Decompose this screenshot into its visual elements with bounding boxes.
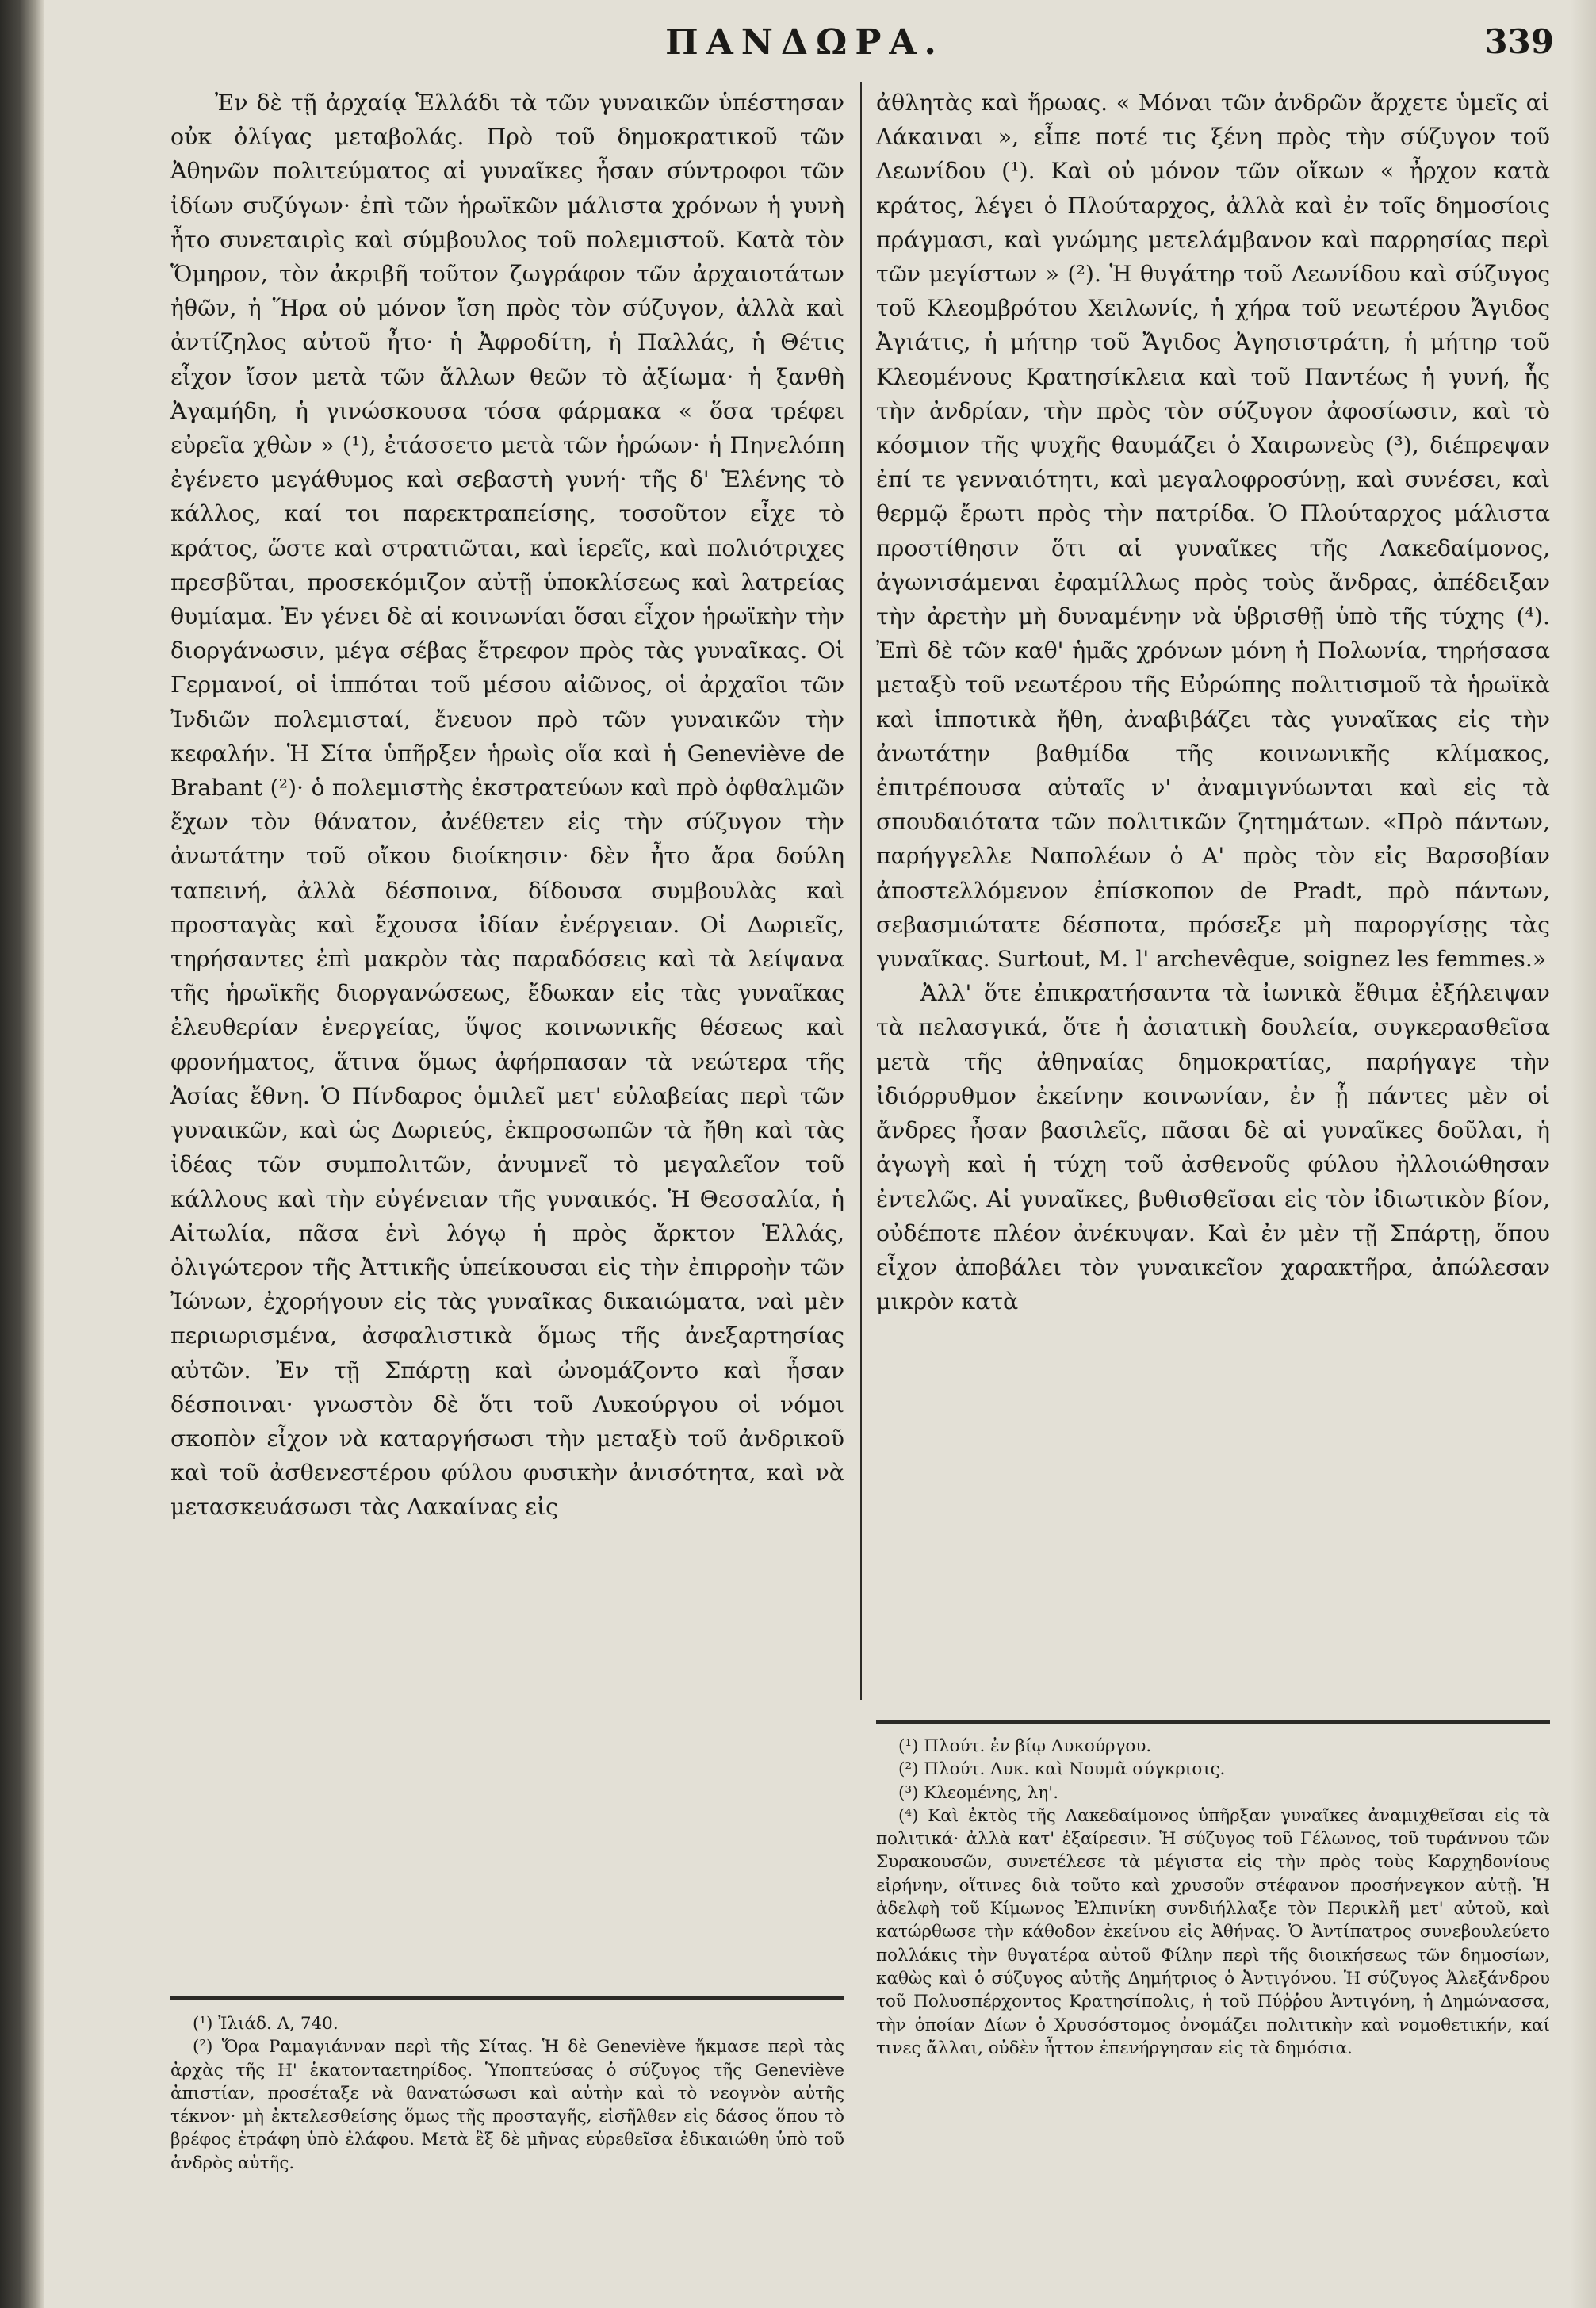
footnote: (¹) Πλούτ. ἐν βίῳ Λυκούργου.	[898, 1736, 1152, 1756]
body-paragraph: Ἐν δὲ τῇ ἀρχαίᾳ Ἑλλάδι τὰ τῶν γυναικῶν ὑπέστησαν οὐκ ὀλίγας μεταβολάς. Πρὸ τοῦ δημοκρατικοῦ τῶν Ἀθηνῶν πολιτεύματος αἱ γυναῖκες ἦσαν σύντροφοι τῶν ἰδίων συζύγων· ἐπὶ τῶν ἡρωϊκῶν μάλιστα χρόνων ἡ γυνὴ ἦτο συνεταιρὶς καὶ σύμβουλος τοῦ πολεμιστοῦ. Κατὰ τὸν Ὅμηρον, τὸν ἀκριβῆ τοῦτον ζωγράφον τῶν ἀρχαιοτάτων ἠθῶν, ἡ Ἥρα οὐ μόνον ἴση πρὸς τὸν σύζυγον, ἀλλὰ καὶ ἀντίζηλος αὐτοῦ ἦτο· ἡ Ἀφροδίτη, ἡ Παλλάς, ἡ Θέτις εἶχον ἴσον μετὰ τῶν ἄλλων θεῶν τὸ ἀξίωμα· ἡ ξανθὴ Ἀγαμήδη, ἡ γινώσκουσα τόσα φάρμακα « ὅσα τρέφει εὐρεῖα χθὼν » (¹), ἐτάσσετο μετὰ τῶν ἡρώων· ἡ Πηνελόπη ἐγένετο μεγάθυμος καὶ σεβαστὴ γυνή· τῆς δ' Ἑλένης τὸ κάλλος, καί τοι παρεκτραπείσης, τοσοῦτον εἶχε τὸ κράτος, ὥστε καὶ στρατιῶται, καὶ ἱερεῖς, καὶ πολιότριχες πρεσβῦται, προσεκόμιζον αὐτῇ ὑποκλίσεως καὶ λατρείας θυμίαμα. Ἐν γένει δὲ αἱ κοινωνίαι ὅσαι εἶχον ἡρωϊκὴν τὴν διοργάνωσιν, μέγα σέβας ἔτρεφον πρὸς τὰς γυναῖκας. Οἱ Γερμανοί, οἱ ἱππόται τοῦ μέσου αἰῶνος, οἱ ἀρχαῖοι τῶν Ἰνδιῶν πολεμισταί, ἔνευον πρὸ τῶν γυναικῶν τὴν κεφαλήν. Ἡ Σίτα ὑπῆρξεν ἡρωὶς οἵα καὶ ἡ Geneviève de Brabant (²)· ὁ πολεμιστὴς ἐκστρατεύων καὶ πρὸ ὀφθαλμῶν ἔχων τὸν θάνατον, ἀνέθετεν εἰς τὴν σύζυγον τὴν ἀνωτάτην τοῦ οἴκου διοίκησιν· δὲν ἦτο ἄρα δούλη ταπεινή, ἀλλὰ δέσποινα, δίδουσα συμβουλὰς καὶ προσταγὰς καὶ ἔχουσα ἰδίαν ἐνέργειαν. Οἱ Δωριεῖς, τηρήσαντες ἐπὶ μακρὸν τὰς παραδόσεις καὶ τὰ λείψανα τῆς ἡρωϊκῆς διοργανώσεως, ἔδωκαν εἰς τὰς γυναῖκας ἐλευθερίαν ἐνεργείας, ὕψος κοινωνικῆς θέσεως καὶ φρονήματος, ἅτινα ὅμως ἀφήρπασαν τὰ νεώτερα τῆς Ἀσίας ἔθνη. Ὁ Πίνδαρος ὁμιλεῖ μετ' εὐλαβείας περὶ τῶν γυναικῶν, καὶ ὡς Δωριεύς, ἐκπροσωπῶν τὰ ἤθη καὶ τὰς ἰδέας τῶν συμπολιτῶν, ἀνυμνεῖ τὸ μεγαλεῖον τοῦ κάλλους καὶ τὴν εὐγένειαν τῆς γυναικός. Ἡ Θεσσαλία, ἡ Αἰτωλία, πᾶσα ἑνὶ λόγῳ ἡ πρὸς ἄρκτον Ἑλλάς, ὀλιγώτερον τῆς Ἀττικῆς ὑπείκουσαι εἰς τὴν ἐπιρροὴν τῶν Ἰώνων, ἐχορήγουν εἰς τὰς γυναῖκας δικαιώματα, ναὶ μὲν περιωρισμένα, ἀσφαλιστικὰ ὅμως τῆς ἀνεξαρτησίας αὐτῶν. Ἐν τῇ Σπάρτῃ καὶ ὠνομάζοντο καὶ ἦσαν δέσποιναι· γνωστὸν δὲ ὅτι τοῦ Λυκούργου οἱ νόμοι σκοπὸν εἶχον νὰ καταργήσωσι τὴν μεταξὺ τοῦ ἀνδρικοῦ καὶ τοῦ ἀσθενεστέρου φύλου φυσικὴν ἀνισότητα, καὶ νὰ μετασκευάσωσι τὰς Λακαίνας εἰς	[170, 90, 844, 1521]
footnote: (²) Πλούτ. Λυκ. καὶ Νουμᾶ σύγκρισις.	[898, 1759, 1226, 1780]
footnote: (²) Ὅρα Ραμαγιάνναν περὶ τῆς Σίτας. Ἡ δὲ Geneviève ἤκμασε περὶ τὰς ἀρχὰς τῆς Η' ἑκατονταετηρίδος. Ὑποπτεύσας ὁ σύζυγος τῆς Geneviève ἀπιστίαν, προσέταξε νὰ θανατώσωσι καὶ αὐτὴν καὶ τὸ νεογνὸν αὐτῆς τέκνον· μὴ ἐκτελεσθείσης ὅμως τῆς προσταγῆς, εἰσῆλθεν εἰς δάσος ὅπου τὸ βρέφος ἐτράφη ὑπὸ ἐλάφου. Μετὰ ἓξ δὲ μῆνας εὑρεθεῖσα ἐδικαιώθη ὑπὸ τοῦ ἀνδρὸς αὐτῆς.	[170, 2037, 844, 2173]
page-header	[55, 22, 1554, 70]
footnote: (³) Κλεομένης, λη'.	[898, 1782, 1059, 1803]
footnote-separator-left	[170, 1996, 844, 2000]
body-paragraph: Ἀλλ' ὅτε ἐπικρατήσαντα τὰ ἰωνικὰ ἔθιμα ἐξήλειψαν τὰ πελασγικά, ὅτε ἡ ἀσιατικὴ δουλεία, συγκερασθεῖσα μετὰ τῆς ἀθηναίας δημοκρατίας, παρήγαγε τὴν ἰδιόρρυθμον ἐκείνην κοινωνίαν, ἐν ᾗ πάντες μὲν οἱ ἄνδρες ἦσαν βασιλεῖς, πᾶσαι δὲ αἱ γυναῖκες δοῦλαι, ἡ ἀγωγὴ καὶ ἡ τύχη τοῦ ἀσθενοῦς φύλου ἠλλοιώθησαν ἐντελῶς. Αἱ γυναῖκες, βυθισθεῖσαι εἰς τὸν ἰδιωτικὸν βίον, οὐδέποτε πλέον ἀνέκυψαν. Καὶ ἐν μὲν τῇ Σπάρτῃ, ὅπου εἶχον ἀποβάλει τὸν γυναικεῖον χαρακτῆρα, ἀπώλεσαν μικρὸν κατὰ	[876, 980, 1550, 1315]
footnotes-left	[170, 2012, 844, 2175]
right-column	[876, 86, 1550, 1319]
footnote-separator-right	[876, 1720, 1550, 1724]
page-edge-shadow	[1570, 0, 1596, 2308]
left-column	[170, 86, 844, 1525]
footnotes-right	[876, 1735, 1550, 2060]
footnote: (¹) Ἰλιάδ. Λ, 740.	[193, 2014, 339, 2034]
column-divider	[860, 82, 862, 1700]
running-title: ΠΑΝΔΩΡΑ.	[665, 22, 944, 63]
footnote: (⁴) Καὶ ἐκτὸς τῆς Λακεδαίμονος ὑπῆρξαν γυναῖκες ἀναμιχθεῖσαι εἰς τὰ πολιτικά· ἀλλὰ κατ' ἐξαίρεσιν. Ἡ σύζυγος τοῦ Γέλωνος, τοῦ τυράννου τῶν Συρακουσῶν, συνετέλεσε τὰ μέγιστα εἰς τὴν πρὸς τοὺς Καρχηδονίους εἰρήνην, οἵτινες διὰ τοῦτο καὶ χρυσοῦν στέφανον προσήνεγκον αὐτῇ. Ἡ ἀδελφὴ τοῦ Κίμωνος Ἐλπινίκη συνδιήλλαξε τὸν Περικλῆ μετ' αὐτοῦ, καὶ κατώρθωσε τὴν κάθοδον ἐκείνου εἰς Ἀθήνας. Ὁ Ἀντίπατρος συνεβουλεύετο πολλάκις τὴν θυγατέρα αὐτοῦ Φίλην περὶ τῆς διοικήσεως τῶν δημοσίων, καθὼς καὶ ὁ σύζυγος αὐτῆς Δημήτριος ὁ Ἀντιγόνου. Ἡ σύζυγος Ἀλεξάνδρου τοῦ Πολυσπέρχοντος Κρατησίπολις, ἡ τοῦ Πύῤῥου Ἀντιγόνη, ἡ Δημώνασσα, τὴν ὁποίαν Δίων ὁ Χρυσόστομος ὀνομάζει πολιτικὴν καὶ νομοθετικήν, καί τινες ἄλλαι, οὐδὲν ἧττον ἐπενήργησαν εἰς τὰ δημόσια.	[876, 1805, 1550, 2058]
page-number: 339	[1484, 22, 1554, 61]
body-paragraph: ἀθλητὰς καὶ ἥρωας. « Μόναι τῶν ἀνδρῶν ἄρχετε ὑμεῖς αἱ Λάκαιναι », εἶπε ποτέ τις ξένη πρὸς τὴν σύζυγον τοῦ Λεωνίδου (¹). Καὶ οὐ μόνον τῶν οἴκων « ἦρχον κατὰ κράτος, λέγει ὁ Πλούταρχος, ἀλλὰ καὶ ἐν τοῖς δημοσίοις πράγμασι, καὶ γνώμης μετελάμβανον καὶ παρρησίας περὶ τῶν μεγίστων » (²). Ἡ θυγάτηρ τοῦ Λεωνίδου καὶ σύζυγος τοῦ Κλεομβρότου Χειλωνίς, ἡ χήρα τοῦ νεωτέρου Ἄγιδος Ἀγιάτις, ἡ μήτηρ τοῦ Ἄγιδος Ἀγησιστράτη, ἡ μήτηρ τοῦ Κλεομένους Κρατησίκλεια καὶ τοῦ Παντέως ἡ γυνή, ἧς τὴν ἀνδρίαν, τὴν πρὸς τὸν σύζυγον ἀφοσίωσιν, καὶ τὸ κόσμιον τῆς ψυχῆς θαυμάζει ὁ Χαιρωνεὺς (³), διέπρεψαν ἐπί τε γενναιότητι, καὶ μεγαλοφροσύνῃ, καὶ συνέσει, καὶ θερμῷ ἔρωτι πρὸς τὴν πατρίδα. Ὁ Πλούταρχος μάλιστα προστίθησιν ὅτι αἱ γυναῖκες τῆς Λακεδαίμονος, ἀγωνισάμεναι ἐφαμίλλως πρὸς τοὺς ἄνδρας, ἀπέδειξαν τὴν ἀρετὴν μὴ δυναμένην νὰ ὑβρισθῇ ὑπὸ τῆς τύχης (⁴). Ἐπὶ δὲ τῶν καθ' ἡμᾶς χρόνων μόνη ἡ Πολωνία, τηρήσασα μεταξὺ τοῦ νεωτέρου τῆς Εὐρώπης πολιτισμοῦ τὰ ἡρωϊκὰ καὶ ἱπποτικὰ ἤθη, ἀναβιβάζει τὰς γυναῖκας εἰς τὴν ἀνωτάτην βαθμίδα τῆς κοινωνικῆς κλίμακος, ἐπιτρέπουσα αὐταῖς ν' ἀναμιγνύωνται καὶ εἰς τὰ σπουδαιότατα τῶν πολιτικῶν ζητημάτων. «Πρὸ πάντων, παρήγγελλε Ναπολέων ὁ Α' πρὸς τὸν εἰς Βαρσοβίαν ἀποστελλόμενον ἐπίσκοπον de Pradt, πρὸ πάντων, σεβασμιώτατε δέσποτα, πρόσεξε μὴ παροργίσῃς τὰς γυναῖκας. Surtout, M. l' archevêque, soignez les femmes.»	[876, 90, 1550, 973]
book-spine-shadow	[0, 0, 44, 2308]
